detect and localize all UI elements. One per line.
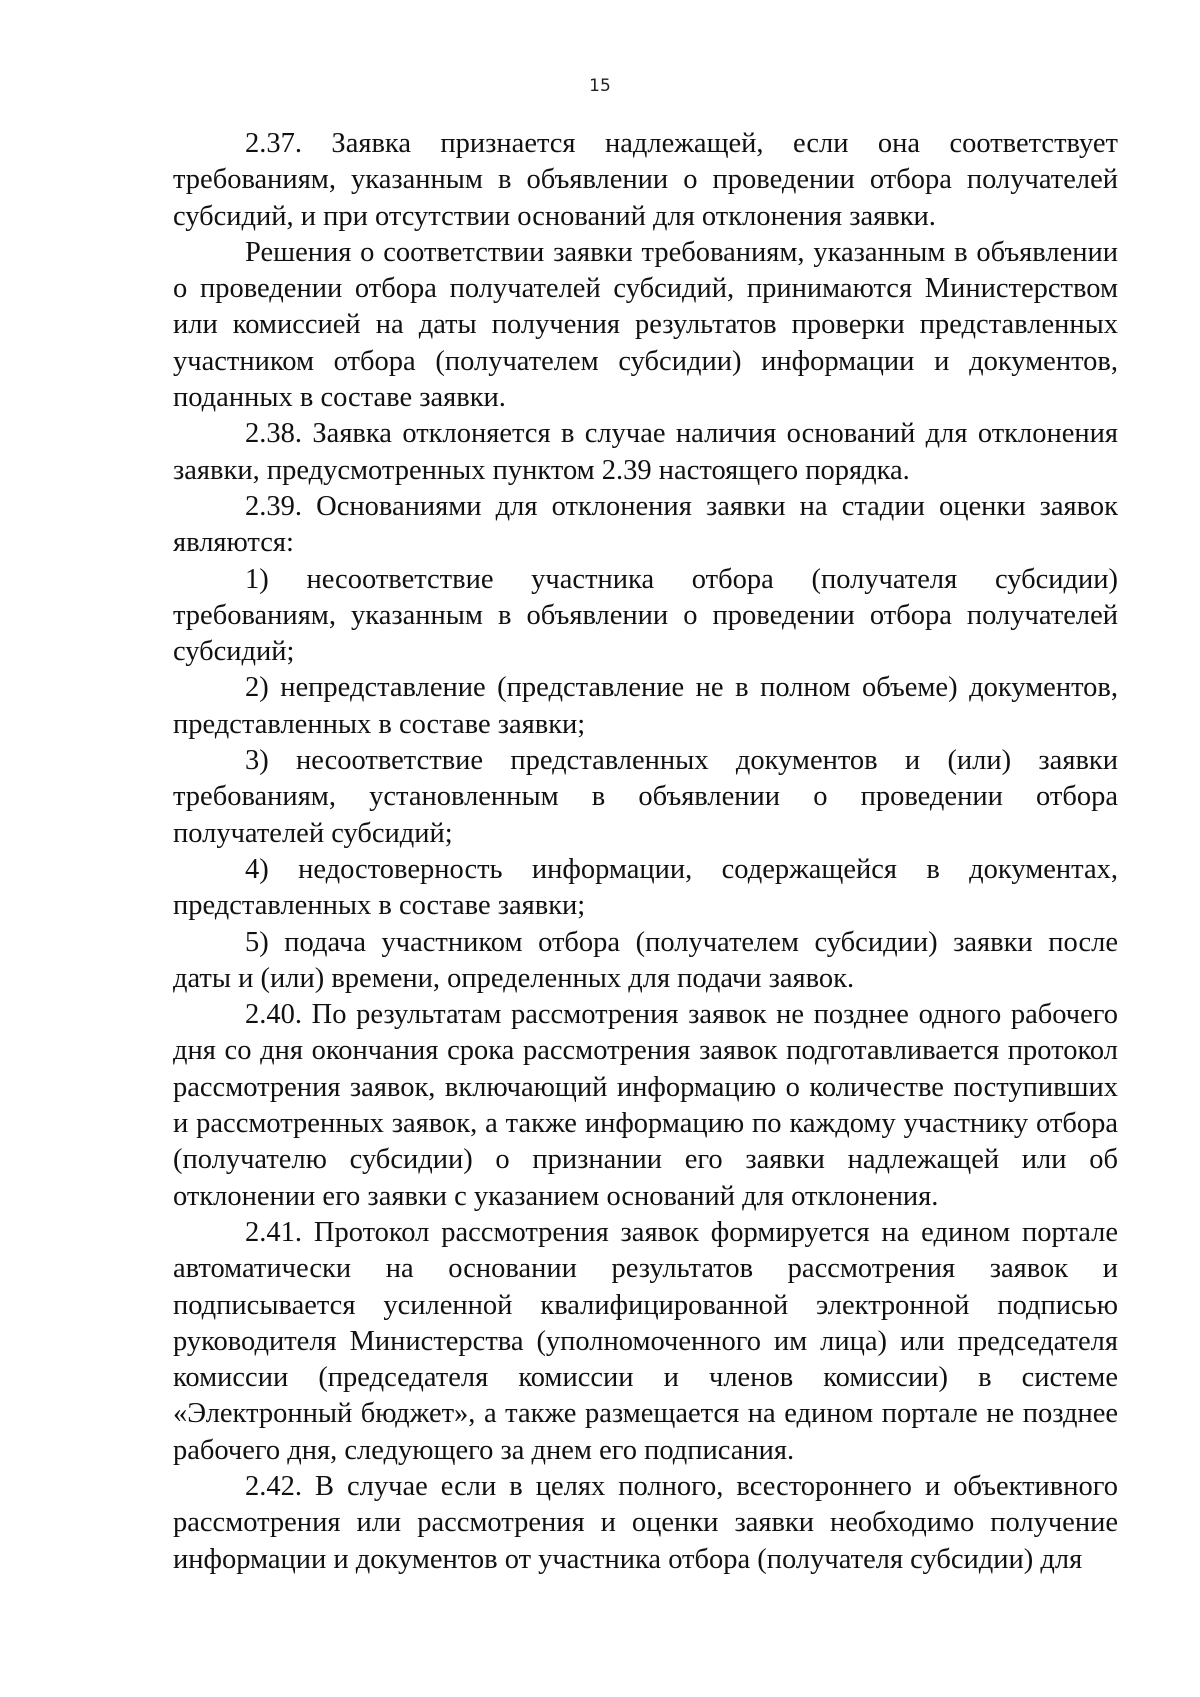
list-item-4: 4) недостоверность информации, содержащейся в документах, представленных в составе заявки;	[173, 853, 1118, 922]
document-body	[173, 126, 1118, 1578]
paragraph-2-41: 2.41. Протокол рассмотрения заявок формируется на едином портале автоматически на основании результатов рассмотрения заявок и подписывается усиленной квалифицированной электронной подписью руководителя Министерства (уполномоченного им лица) или председателя комиссии (председателя комиссии и членов комиссии) в системе «Электронный бюджет», а также размещается на едином портале не позднее рабочего дня, следующего за днем его подписания.	[173, 1216, 1118, 1466]
page-number: 15	[589, 76, 611, 96]
paragraph-2-42: 2.42. В случае если в целях полного, всестороннего и объективного рассмотрения или рассмотрения и оценки заявки необходимо получение информации и документов от участника отбора (получателя субсидии) для	[173, 1470, 1118, 1575]
paragraph-decisions: Решения о соответствии заявки требованиям, указанным в объявлении о проведении отбора получателей субсидий, принимаются Министерством или комиссией на даты получения результатов проверки представленных участником отбора (получателем субсидии) информации и документов, поданных в составе заявки.	[173, 236, 1118, 414]
paragraph-2-37: 2.37. Заявка признается надлежащей, если она соответствует требованиям, указанным в объявлении о проведении отбора получателей субсидий, и при отсутствии оснований для отклонения заявки.	[173, 128, 1118, 232]
paragraph-2-38: 2.38. Заявка отклоняется в случае наличия оснований для отклонения заявки, предусмотренных пунктом 2.39 настоящего порядка.	[173, 418, 1118, 486]
list-item-5: 5) подача участником отбора (получателем субсидии) заявки после даты и (или) времени, определенных для подачи заявок.	[173, 926, 1118, 994]
list-item-1: 1) несоответствие участника отбора (получателя субсидии) требованиям, указанным в объявлении о проведении отбора получателей субсидий;	[173, 563, 1118, 668]
paragraph-2-40: 2.40. По результатам рассмотрения заявок не позднее одного рабочего дня со дня окончания срока рассмотрения заявок подготавливается протокол рассмотрения заявок, включающий информацию о количестве поступивших и рассмотренных заявок, а также информацию по каждому участнику отбора (получателю субсидии) о признании его заявки надлежащей или об отклонении его заявки с указанием оснований для отклонения.	[173, 999, 1118, 1212]
paragraph-2-39: 2.39. Основаниями для отклонения заявки на стадии оценки заявок являются:	[173, 490, 1118, 559]
list-item-2: 2) непредставление (представление не в полном объеме) документов, представленных в составе заявки;	[173, 672, 1118, 740]
list-item-3: 3) несоответствие представленных документов и (или) заявки требованиям, установленным в объявлении о проведении отбора получателей субсидий;	[173, 745, 1118, 849]
